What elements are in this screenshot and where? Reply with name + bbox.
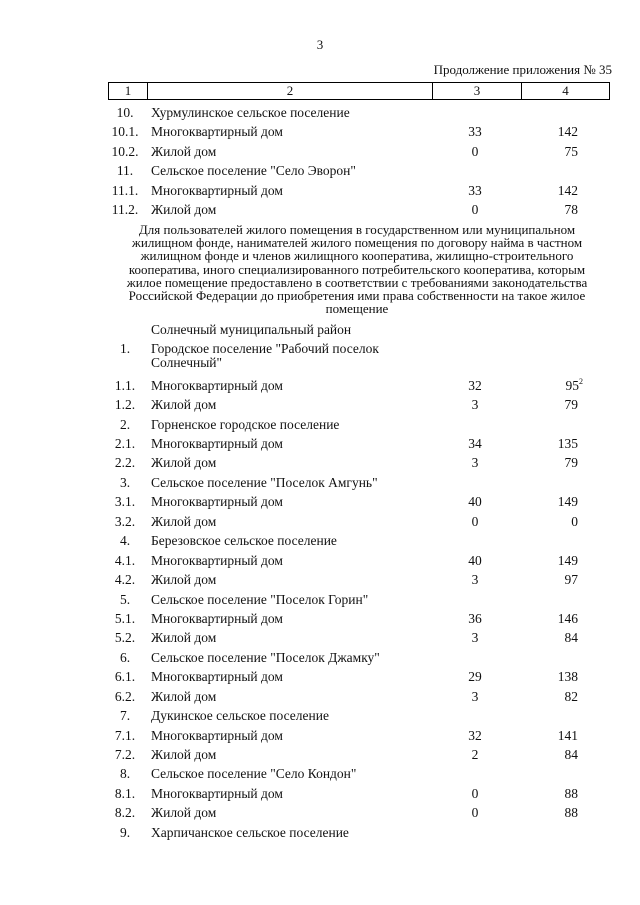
table-row	[0, 784, 640, 803]
row-col-4: 149	[557, 494, 578, 510]
row-number: 4.2.	[114, 572, 136, 588]
row-name: Жилой дом	[151, 143, 217, 159]
row-col-3: 3	[471, 397, 479, 413]
row-name: Горненское городское поселение	[151, 416, 340, 432]
row-col-3: 40	[468, 552, 482, 568]
row-col-4: 146	[557, 610, 578, 626]
table-row	[0, 628, 640, 647]
row-name: Жилой дом	[151, 455, 217, 471]
table-row	[0, 590, 640, 609]
row-col-4: 79	[564, 455, 578, 471]
row-number: 3.	[119, 474, 131, 490]
row-number: 2.2.	[114, 455, 136, 471]
table-row	[0, 803, 640, 822]
row-name: Сельское поселение "Село Кондон"	[151, 766, 357, 782]
row-number: 5.	[119, 591, 131, 607]
row-number: 10.1.	[111, 124, 139, 140]
row-number: 5.2.	[114, 630, 136, 646]
row-name: Жилой дом	[151, 630, 217, 646]
row-col-3: 40	[468, 494, 482, 510]
row-col-3: 3	[471, 688, 479, 704]
table-row	[0, 687, 640, 706]
row-col-3: 32	[468, 377, 482, 393]
row-col-4: 0	[571, 513, 578, 529]
table-row	[0, 434, 640, 453]
row-number: 3.2.	[114, 513, 136, 529]
row-number: 10.2.	[111, 143, 139, 159]
row-name: Многоквартирный дом	[151, 182, 283, 198]
row-number: 11.1.	[111, 182, 139, 198]
row-col-3: 36	[468, 610, 482, 626]
row-col-4: 135	[557, 436, 578, 452]
row-col-3: 0	[471, 785, 479, 801]
page-number: 3	[316, 37, 324, 52]
row-number: 1.2.	[114, 397, 136, 413]
row-col-3: 32	[468, 727, 482, 743]
table-row	[0, 764, 640, 783]
row-name: Хурмулинское сельское поселение	[151, 105, 350, 120]
row-col-3: 3	[471, 572, 479, 588]
row-name: Харпичанское сельское поселение	[151, 824, 349, 840]
row-col-4: 82	[564, 688, 578, 704]
row-col-3: 0	[471, 143, 479, 159]
row-number: 6.1.	[114, 669, 136, 685]
row-number: 7.1.	[114, 727, 136, 743]
row-name: Жилой дом	[151, 747, 217, 763]
row-name: Жилой дом	[151, 513, 217, 529]
row-col-3: 2	[471, 747, 479, 763]
row-number: 7.2.	[114, 747, 136, 763]
row-col-3: 0	[471, 513, 479, 529]
row-col-4: 79	[564, 397, 578, 413]
row-name: Многоквартирный дом	[151, 494, 283, 510]
table-row	[0, 531, 640, 550]
row-col-4: 138	[557, 669, 578, 685]
row-name: Многоквартирный дом	[151, 727, 283, 743]
table-header	[108, 82, 610, 100]
row-name: Многоквартирный дом	[151, 377, 283, 393]
table-row	[0, 181, 640, 200]
row-name: Многоквартирный дом	[151, 124, 283, 140]
row-col-3: 3	[471, 630, 479, 646]
table-row	[0, 453, 640, 472]
row-number: 6.2.	[114, 688, 136, 704]
table-row	[0, 376, 640, 395]
header-col-2: 2	[147, 83, 432, 99]
table-row	[0, 570, 640, 589]
row-col-3: 0	[471, 805, 479, 821]
row-name: Сельское поселение "Поселок Джамку"	[151, 649, 380, 665]
row-col-4: 84	[564, 747, 578, 763]
table-row	[0, 103, 640, 122]
row-name: Многоквартирный дом	[151, 785, 283, 801]
row-col-4: 88	[564, 805, 578, 821]
row-col-4: 142	[557, 182, 578, 198]
row-number: 1.	[119, 340, 131, 356]
row-col-3: 34	[468, 436, 482, 452]
row-col-4: 88	[564, 785, 578, 801]
table-row	[0, 512, 640, 531]
row-name: Жилой дом	[151, 688, 217, 704]
table-row	[0, 492, 640, 511]
header-col-4: 4	[521, 83, 609, 99]
row-col-4: 97	[564, 572, 578, 588]
table-row	[0, 161, 640, 180]
row-col-4: 78	[564, 202, 578, 218]
table-row	[0, 200, 640, 219]
row-name: Многоквартирный дом	[151, 552, 283, 568]
header-col-1: 1	[124, 83, 132, 98]
table-row	[0, 745, 640, 764]
table-row	[0, 142, 640, 161]
table-row	[0, 823, 640, 842]
row-name: Сельское поселение "Поселок Горин"	[151, 591, 369, 607]
row-name: Многоквартирный дом	[151, 436, 283, 452]
row-col-3: 33	[468, 182, 482, 198]
table-row	[0, 667, 640, 686]
row-number: 4.	[119, 533, 131, 549]
consumer-category-note: Для пользователей жилого помещения в государственном или муниципальном жилищном фонде, нанимателей жилого помещения по договору найма в частном жилищном фонде и членов жилищного кооператива, жилищно-строительного кооператива, иного специализированного потребительского кооператива, которым жилое помещение предоставлено в соответствии с требованиями законодательства Российской Федерации до приобретения ими права собственности на такое жилое помещение	[126, 221, 588, 317]
table-row	[0, 551, 640, 570]
row-number: 2.	[119, 416, 131, 432]
row-number: 6.	[119, 649, 131, 665]
header-col-3: 3	[432, 83, 521, 99]
row-name: Жилой дом	[151, 397, 217, 413]
row-col-4: 142	[557, 124, 578, 140]
continuation-caption: Продолжение приложения № 35	[433, 62, 612, 77]
footnote-mark: 2	[579, 376, 583, 386]
row-number: 9.	[119, 824, 131, 840]
row-col-4: 149	[557, 552, 578, 568]
row-number: 7.	[119, 708, 131, 724]
table-row	[0, 415, 640, 434]
table-row	[0, 726, 640, 745]
row-number: 10.	[116, 105, 134, 120]
row-number: 3.1.	[114, 494, 136, 510]
row-name: Дукинское сельское поселение	[151, 708, 329, 724]
row-number: 11.	[116, 163, 134, 179]
table-row	[0, 473, 640, 492]
row-number: 8.1.	[114, 785, 136, 801]
table-row	[0, 122, 640, 141]
row-col-4: 141	[557, 727, 578, 743]
row-number: 8.	[119, 766, 131, 782]
row-name: Многоквартирный дом	[151, 610, 283, 626]
table-row	[0, 706, 640, 725]
table-row	[0, 395, 640, 414]
table-row	[0, 339, 640, 376]
row-col-3: 0	[471, 202, 479, 218]
row-col-4-value: 95	[565, 377, 579, 393]
row-number: 4.1.	[114, 552, 136, 568]
row-name: Сельское поселение "Поселок Амгунь"	[151, 474, 378, 490]
row-name: Жилой дом	[151, 202, 217, 218]
row-number: 8.2.	[114, 805, 136, 821]
row-col-3: 33	[468, 124, 482, 140]
row-col-3: 3	[471, 455, 479, 471]
row-name: Жилой дом	[151, 805, 217, 821]
row-col-4: 75	[564, 143, 578, 159]
row-number: 5.1.	[114, 610, 136, 626]
row-col-4	[520, 376, 583, 395]
table-row	[0, 648, 640, 667]
row-number: 11.2.	[111, 202, 139, 218]
row-name: Березовское сельское поселение	[151, 533, 337, 549]
row-name: Многоквартирный дом	[151, 669, 283, 685]
table-body	[0, 103, 640, 842]
row-name: Жилой дом	[151, 572, 217, 588]
region-heading: Солнечный муниципальный район	[151, 321, 352, 337]
block-solnechny	[0, 395, 640, 842]
row-name: Городское поселение "Рабочий поселок Солнечный"	[151, 340, 379, 370]
row-number: 1.1.	[114, 377, 136, 393]
table-row	[0, 609, 640, 628]
block-khurmulinskoe	[0, 103, 640, 220]
row-col-4: 84	[564, 630, 578, 646]
row-col-3: 29	[468, 669, 482, 685]
row-number: 2.1.	[114, 436, 136, 452]
row-name: Сельское поселение "Село Эворон"	[151, 163, 356, 179]
